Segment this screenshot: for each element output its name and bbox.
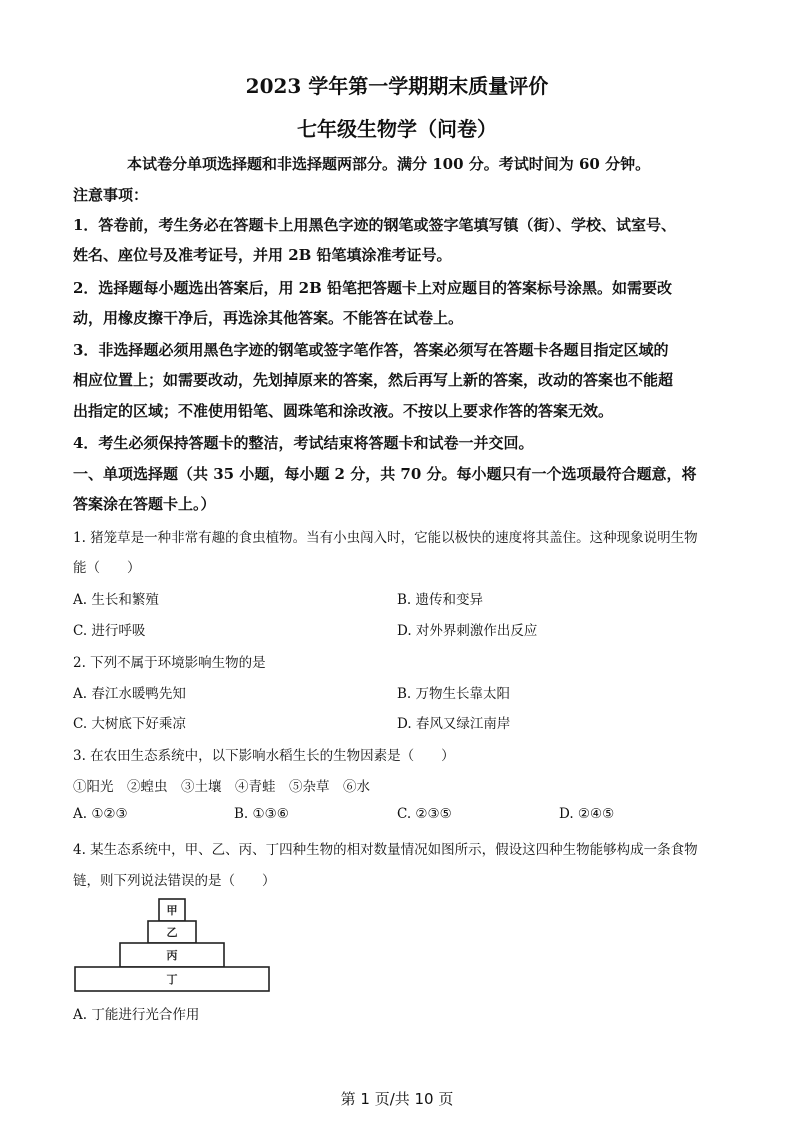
section-heading: 一、单项选择题（共 35 小题，每小题 2 分，共 70 分。每小题只有一个选项最符合题意，将 xyxy=(73,465,697,483)
question-3-stem: 3. 在农田生态系统中，以下影响水稻生长的生物因素是（ ） xyxy=(73,748,455,764)
pyramid-label-yi: 乙 xyxy=(166,926,178,939)
question-1-stem: 1. 猪笼草是一种非常有趣的食虫植物。当有小虫闯入时，它能以极快的速度将其盖住。这种现象说明生物 xyxy=(73,530,698,546)
page-footer: 第 1 页/共 10 页 xyxy=(340,1090,454,1108)
question-3-option-c: C. ②③⑤ xyxy=(397,806,452,822)
exam-title: 2023 学年第一学期期末质量评价 xyxy=(245,74,549,98)
note-line: 3．非选择题必须用黑色字迹的钢笔或签字笔作答，答案必须写在答题卡各题目指定区域的 xyxy=(73,341,669,359)
intro-text: 本试卷分单项选择题和非选择题两部分。满分 100 分。考试时间为 60 分钟。 xyxy=(127,155,651,173)
question-2-option-b: B. 万物生长靠太阳 xyxy=(397,686,511,702)
note-line: 姓名、座位号及准考证号，并用 2B 铅笔填涂准考证号。 xyxy=(73,246,452,264)
question-1-option-d: D. 对外界刺激作出反应 xyxy=(397,623,538,639)
question-3-factors: ①阳光 ②蝗虫 ③土壤 ④青蛙 ⑤杂草 ⑥水 xyxy=(73,779,370,795)
note-line: 1．答卷前，考生务必在答题卡上用黑色字迹的钢笔或签字笔填写镇（街）、学校、试室号、 xyxy=(73,216,676,234)
question-3-option-d: D. ②④⑤ xyxy=(559,806,615,822)
question-1-option-c: C. 进行呼吸 xyxy=(73,623,146,639)
question-2-option-a: A. 春江水暖鸭先知 xyxy=(73,686,186,702)
question-4-stem: 4. 某生态系统中，甲、乙、丙、丁四种生物的相对数量情况如图所示，假设这四种生物能够构成一条食物 xyxy=(73,842,698,858)
question-4-stem-cont: 链，则下列说法错误的是（ ） xyxy=(73,873,276,889)
pyramid-label-jia: 甲 xyxy=(166,904,178,917)
question-4-option-a: A. 丁能进行光合作用 xyxy=(73,1007,200,1023)
question-1-option-b: B. 遗传和变异 xyxy=(397,592,484,608)
note-line: 动，用橡皮擦干净后，再选涂其他答案。不能答在试卷上。 xyxy=(73,309,464,327)
pyramid-label-ding: 丁 xyxy=(166,973,178,986)
question-1-stem-cont: 能（ ） xyxy=(73,560,141,576)
question-2-stem: 2. 下列不属于环境影响生物的是 xyxy=(73,655,266,671)
question-2-option-d: D. 春风又绿江南岸 xyxy=(397,716,511,732)
question-3-option-a: A. ①②③ xyxy=(73,806,128,822)
note-line: 4．考生必须保持答题卡的整洁，考试结束将答题卡和试卷一并交回。 xyxy=(73,434,534,452)
exam-subtitle: 七年级生物学（问卷） xyxy=(297,117,497,141)
biomass-pyramid-figure xyxy=(73,895,273,995)
question-3-option-b: B. ①③⑥ xyxy=(234,806,289,822)
question-2-option-c: C. 大树底下好乘凉 xyxy=(73,716,186,732)
pyramid-label-bing: 丙 xyxy=(166,949,178,962)
note-line: 出指定的区域；不准使用铅笔、圆珠笔和涂改液。不按以上要求作答的答案无效。 xyxy=(73,402,614,420)
note-line: 相应位置上；如需要改动，先划掉原来的答案，然后再写上新的答案，改动的答案也不能超 xyxy=(73,371,674,389)
note-line: 2．选择题每小题选出答案后，用 2B 铅笔把答题卡上对应题目的答案标号涂黑。如需要改 xyxy=(73,279,673,297)
question-1-option-a: A. 生长和繁殖 xyxy=(73,592,159,608)
section-heading-cont: 答案涂在答题卡上。） xyxy=(73,495,216,513)
notes-heading: 注意事项： xyxy=(73,186,149,204)
